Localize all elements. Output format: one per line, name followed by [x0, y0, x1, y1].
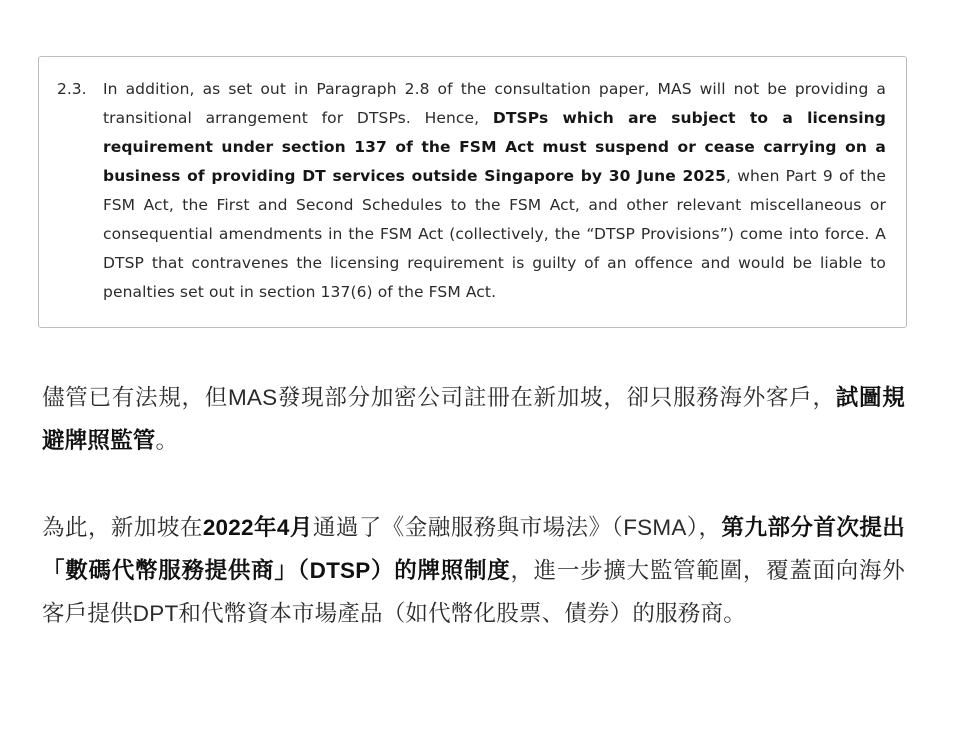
- excerpt-clause-number: 2.3.: [57, 80, 87, 98]
- paragraph-one: 儘管已有法規，但MAS發現部分加密公司註冊在新加坡，卻只服務海外客戶，試圖規避牌照監管。: [42, 385, 905, 453]
- quoted-excerpt-box: [38, 56, 907, 328]
- excerpt-row: [57, 75, 886, 307]
- excerpt-body-text: In addition, as set out in Paragraph 2.8 of the consultation paper, MAS will not be providing a transitional arrangement for DTSPs. Hence, DTSPs which are subject to a licensing requirement under section 137 of the FSM Act must suspend or cease carrying on a business of providing DT services outside Singapore by 30 June 2025, when Part 9 of the FSM Act, the First and Second Schedules to the FSM Act, and other relevant miscellaneous or consequential amendments in the FSM Act (collectively, the “DTSP Provisions”) come into force. A DTSP that contravenes the licensing requirement is guilty of an offence and would be liable to penalties set out in section 137(6) of the FSM Act.: [103, 80, 886, 301]
- paragraph-two: 為此，新加坡在2022年4月通過了《金融服務與市場法》（FSMA），第九部分首次提出「數碼代幣服務提供商」（DTSP）的牌照制度，進一步擴大監管範圍，覆蓋面向海外客戶提供DPT和代幣資本市場產品（如代幣化股票、債券）的服務商。: [42, 515, 906, 626]
- document-page: [0, 56, 955, 756]
